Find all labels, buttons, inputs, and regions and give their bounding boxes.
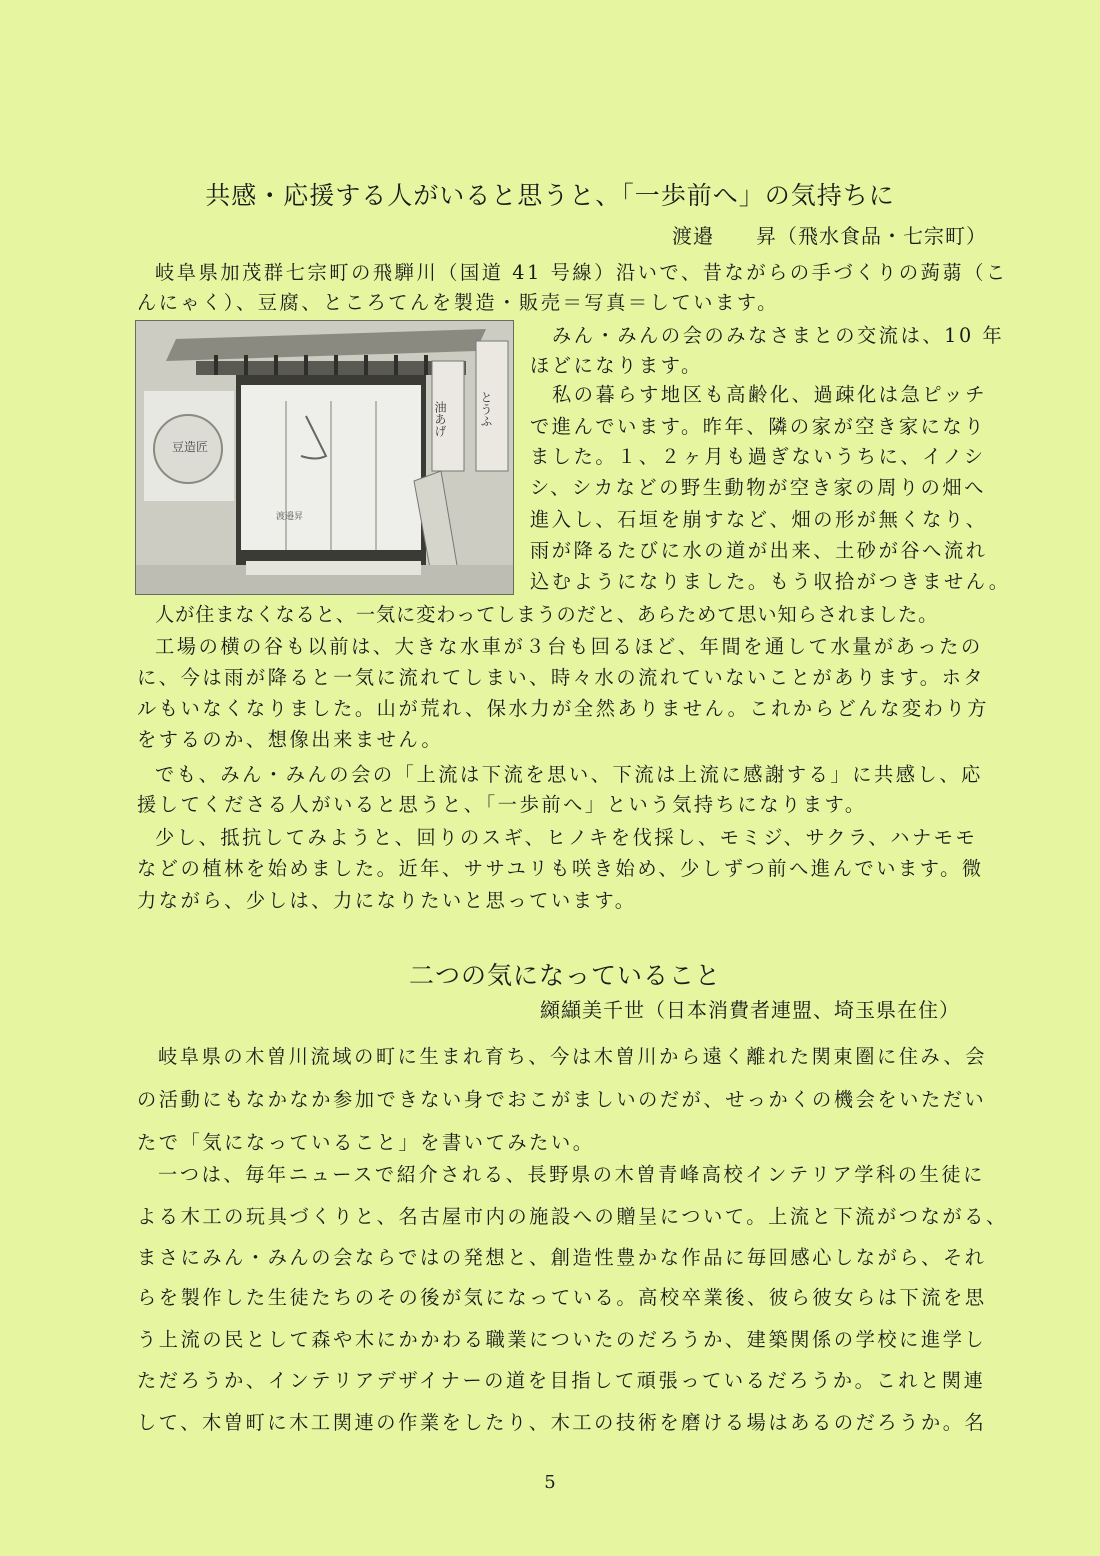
text-line: 進入し、石垣を崩すなど、畑の形が無くなり、: [530, 508, 988, 531]
text-line: して、木曽町に木工関連の作業をしたり、木工の技術を磨ける場はあるのだろうか。名: [137, 1411, 987, 1434]
text-line: 援してくださる人がいると思うと、「一歩前へ」という気持ちになります。: [137, 793, 867, 816]
text-line: ルもいなくなりました。山が荒れ、保水力が全然ありません。これからどんな変わり方: [137, 697, 990, 720]
shop-front-image: [136, 321, 514, 595]
text-line: 雨が降るたびに水の道が出来、土砂が谷へ流れ: [530, 539, 988, 562]
text-line: よる木工の玩具づくりと、名古屋市内の施設への贈呈について。上流と下流がつながる、: [137, 1205, 1008, 1228]
text-line: んにゃく）、豆腐、ところてんを製造・販売＝写真＝しています。: [137, 291, 779, 314]
text-line: に、今は雨が降ると一気に流れてしまい、時々水の流れていないことがあります。ホタ: [137, 666, 986, 689]
text-line: をするのか、想像出来ません。: [137, 728, 444, 751]
text-line: 少し、抵抗してみようと、回りのスギ、ヒノキを伐採し、モミジ、サクラ、ハナモモ: [155, 826, 978, 849]
text-line: 岐阜県加茂群七宗町の飛騨川（国道 41 号線）沿いで、昔ながらの手づくりの蒟蒻（こ: [155, 261, 1008, 284]
text-line: ただろうか、インテリアデザイナーの道を目指して頑張っているだろうか。これと関連: [137, 1369, 986, 1392]
article2-title: 二つの気になっていること: [408, 961, 721, 990]
sign-left-logo: 豆造匠: [172, 440, 209, 454]
text-line: で進んでいます。昨年、隣の家が空き家になり: [530, 415, 987, 438]
shop-photo: [135, 320, 514, 595]
text-line: 込むようになりました。もう収拾がつきません。: [530, 570, 1011, 593]
text-line: の活動にもなかなか参加できない身でおこがましいのだが、せっかくの機会をいただい: [137, 1088, 987, 1111]
text-line: らを製作した生徒たちのその後が気になっている。高校卒業後、彼ら彼女らは下流を思: [137, 1286, 987, 1309]
text-line: シ、シカなどの野生動物が空き家の周りの畑へ: [530, 476, 987, 499]
text-line: でも、みん・みんの会の「上流は下流を思い、下流は上流に感謝する」に共感し、応: [155, 763, 983, 786]
text-line: 一つは、毎年ニュースで紹介される、長野県の木曽青峰高校インテリア学科の生徒に: [158, 1163, 985, 1186]
page-number: 5: [544, 1472, 556, 1493]
text-line: 岐阜県の木曽川流域の町に生まれ育ち、今は木曽川から遠く離れた関東圏に住み、会: [158, 1045, 988, 1068]
text-line: たで「気になっていること」を書いてみたい。: [137, 1131, 595, 1154]
sign-abura: 油あげ: [433, 401, 447, 437]
text-line: ました。１、２ヶ月も過ぎないうちに、イノシ: [530, 445, 986, 468]
text-line: 人が住まなくなると、一気に変わってしまうのだと、あらためて思い知らされました。: [155, 603, 939, 626]
text-line: 工場の横の谷も以前は、大きな水車が３台も回るほど、年間を通して水量があったの: [155, 635, 983, 658]
text-line: 私の暮らす地区も高齢化、過疎化は急ピッチ: [552, 383, 987, 406]
article1-title: 共感・応援する人がいると思うと、「一歩前へ」の気持ちに: [205, 181, 895, 210]
text-line: みん・みんの会のみなさまとの交流は、10 年: [552, 324, 1005, 347]
text-line: などの植林を始めました。近年、ササユリも咲き始め、少しずつ前へ進んでいます。微: [137, 857, 984, 880]
article2-author: 纐纈美千世（日本消費者連盟、埼玉県在住）: [540, 998, 960, 1022]
text-line: う上流の民として森や木にかかわる職業についたのだろうか、建築関係の学校に進学し: [137, 1328, 987, 1351]
article1-author: 渡邉 昇（飛水食品・七宗町）: [672, 224, 987, 248]
sign-tofu: とうふ: [479, 391, 493, 427]
text-line: ほどになります。: [530, 354, 703, 377]
noren-name: 渡邉昇: [276, 511, 304, 521]
text-line: 力ながら、少しは、力になりたいと思っています。: [137, 889, 637, 912]
text-line: まさにみん・みんの会ならではの発想と、創造性豊かな作品に毎回感心しながら、それ: [137, 1246, 987, 1269]
